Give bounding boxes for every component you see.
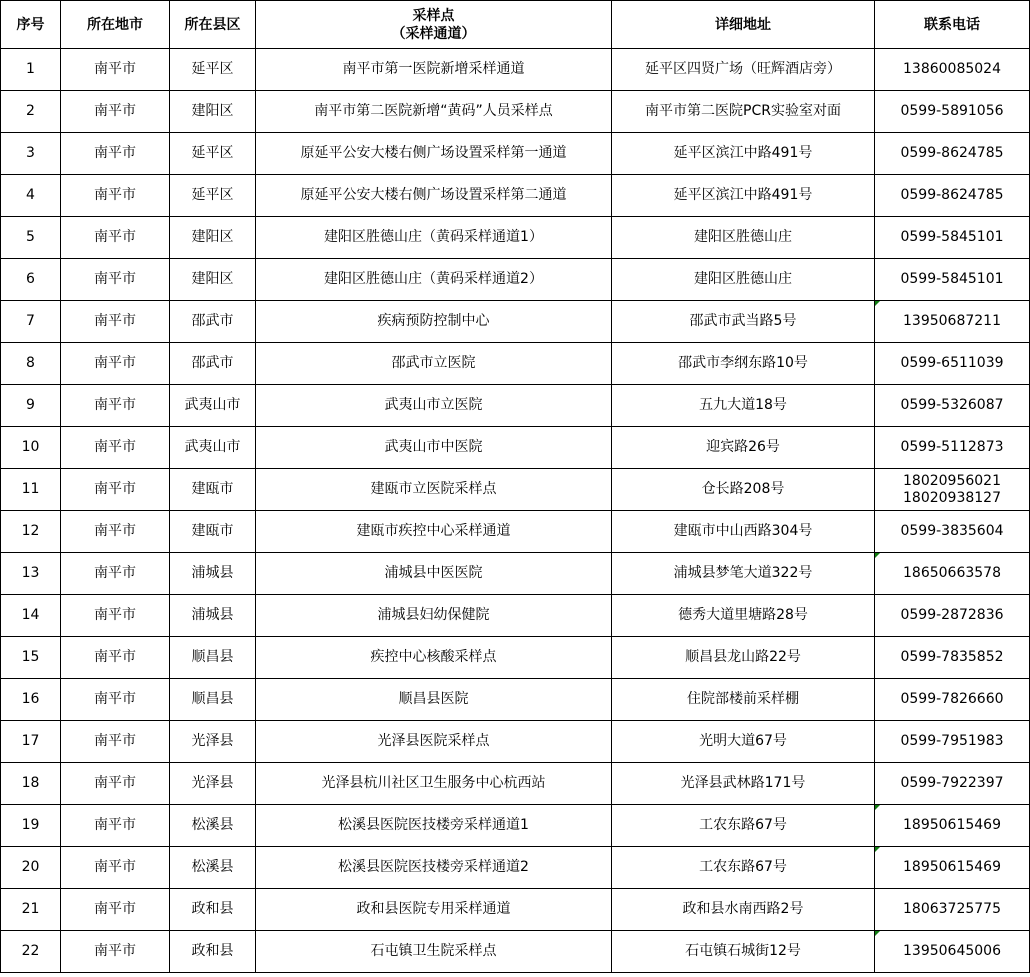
cell-county: 建瓯市 [170, 469, 256, 511]
cell-index: 9 [1, 385, 61, 427]
cell-site: 浦城县中医医院 [256, 553, 612, 595]
cell-city: 南平市 [61, 427, 170, 469]
cell-index: 21 [1, 889, 61, 931]
cell-county: 建瓯市 [170, 511, 256, 553]
table-body [1, 49, 1030, 973]
cell-address: 德秀大道里塘路28号 [612, 595, 875, 637]
cell-phone [875, 637, 1030, 679]
table-row [1, 847, 1030, 889]
cell-city: 南平市 [61, 469, 170, 511]
cell-phone [875, 931, 1030, 973]
cell-site: 建瓯市立医院采样点 [256, 469, 612, 511]
cell-site: 原延平公安大楼右侧广场设置采样第一通道 [256, 133, 612, 175]
cell-address: 政和县水南西路2号 [612, 889, 875, 931]
table-row [1, 679, 1030, 721]
cell-city: 南平市 [61, 805, 170, 847]
cell-address: 五九大道18号 [612, 385, 875, 427]
cell-phone [875, 721, 1030, 763]
cell-address: 建阳区胜德山庄 [612, 217, 875, 259]
cell-phone [875, 553, 1030, 595]
table-row [1, 427, 1030, 469]
cell-city: 南平市 [61, 301, 170, 343]
cell-county: 建阳区 [170, 91, 256, 133]
cell-site: 松溪县医院医技楼旁采样通道1 [256, 805, 612, 847]
cell-index: 14 [1, 595, 61, 637]
cell-site: 南平市第一医院新增采样通道 [256, 49, 612, 91]
table-row [1, 175, 1030, 217]
cell-site: 光泽县杭川社区卫生服务中心杭西站 [256, 763, 612, 805]
cell-index: 19 [1, 805, 61, 847]
cell-address: 延平区四贤广场（旺辉酒店旁） [612, 49, 875, 91]
phone-number: 18020956021 [903, 472, 1001, 489]
table-row [1, 805, 1030, 847]
cell-city: 南平市 [61, 511, 170, 553]
cell-address: 顺昌县龙山路22号 [612, 637, 875, 679]
cell-address: 南平市第二医院PCR实验室对面 [612, 91, 875, 133]
cell-site: 松溪县医院医技楼旁采样通道2 [256, 847, 612, 889]
cell-city: 南平市 [61, 763, 170, 805]
cell-address: 迎宾路26号 [612, 427, 875, 469]
header-county: 所在县区 [170, 1, 256, 49]
cell-site: 政和县医院专用采样通道 [256, 889, 612, 931]
table-row [1, 259, 1030, 301]
phone-number: 0599-6511039 [900, 355, 1004, 371]
cell-index: 15 [1, 637, 61, 679]
phone-number: 0599-2872836 [900, 607, 1004, 623]
cell-index: 2 [1, 91, 61, 133]
header-city: 所在地市 [61, 1, 170, 49]
cell-phone [875, 595, 1030, 637]
cell-phone [875, 679, 1030, 721]
cell-index: 8 [1, 343, 61, 385]
table-row [1, 301, 1030, 343]
header-phone: 联系电话 [875, 1, 1030, 49]
cell-index: 4 [1, 175, 61, 217]
cell-phone [875, 301, 1030, 343]
cell-county: 武夷山市 [170, 385, 256, 427]
cell-county: 光泽县 [170, 721, 256, 763]
phone-number: 18950615469 [903, 817, 1001, 833]
cell-county: 浦城县 [170, 595, 256, 637]
cell-address: 住院部楼前采样棚 [612, 679, 875, 721]
cell-index: 5 [1, 217, 61, 259]
table-row [1, 133, 1030, 175]
cell-county: 邵武市 [170, 343, 256, 385]
table-row [1, 343, 1030, 385]
cell-county: 顺昌县 [170, 679, 256, 721]
phone-number: 0599-5112873 [900, 439, 1004, 455]
cell-phone [875, 217, 1030, 259]
cell-address: 光明大道67号 [612, 721, 875, 763]
cell-county: 武夷山市 [170, 427, 256, 469]
cell-address: 邵武市武当路5号 [612, 301, 875, 343]
table-row [1, 469, 1030, 511]
cell-index: 16 [1, 679, 61, 721]
cell-address: 工农东路67号 [612, 805, 875, 847]
phone-number: 18063725775 [903, 901, 1001, 917]
cell-index: 12 [1, 511, 61, 553]
cell-site: 原延平公安大楼右侧广场设置采样第二通道 [256, 175, 612, 217]
cell-city: 南平市 [61, 553, 170, 595]
phone-number: 0599-8624785 [900, 145, 1004, 161]
cell-phone [875, 49, 1030, 91]
cell-address: 浦城县梦笔大道322号 [612, 553, 875, 595]
cell-county: 政和县 [170, 931, 256, 973]
phone-number: 18650663578 [903, 565, 1001, 581]
cell-site: 石屯镇卫生院采样点 [256, 931, 612, 973]
cell-city: 南平市 [61, 637, 170, 679]
cell-phone [875, 469, 1030, 511]
cell-address: 延平区滨江中路491号 [612, 175, 875, 217]
cell-index: 1 [1, 49, 61, 91]
table-row [1, 511, 1030, 553]
cell-index: 7 [1, 301, 61, 343]
table-row [1, 889, 1030, 931]
cell-city: 南平市 [61, 721, 170, 763]
cell-phone [875, 343, 1030, 385]
header-site-line2: （采样通道） [391, 25, 476, 42]
cell-index: 22 [1, 931, 61, 973]
cell-index: 18 [1, 763, 61, 805]
cell-county: 延平区 [170, 49, 256, 91]
cell-county: 邵武市 [170, 301, 256, 343]
cell-site: 建阳区胜德山庄（黄码采样通道1） [256, 217, 612, 259]
phone-number: 18020938127 [903, 489, 1001, 506]
cell-index: 11 [1, 469, 61, 511]
cell-phone [875, 805, 1030, 847]
phone-number: 13950645006 [903, 943, 1001, 959]
table-row [1, 931, 1030, 973]
phone-number: 0599-7951983 [900, 733, 1004, 749]
cell-address: 邵武市李纲东路10号 [612, 343, 875, 385]
cell-address: 建瓯市中山西路304号 [612, 511, 875, 553]
cell-address: 延平区滨江中路491号 [612, 133, 875, 175]
cell-site: 顺昌县医院 [256, 679, 612, 721]
cell-address: 建阳区胜德山庄 [612, 259, 875, 301]
table-row [1, 721, 1030, 763]
cell-phone [875, 259, 1030, 301]
table-row [1, 217, 1030, 259]
cell-phone [875, 385, 1030, 427]
cell-city: 南平市 [61, 931, 170, 973]
cell-county: 建阳区 [170, 217, 256, 259]
table-row [1, 763, 1030, 805]
phone-number: 18950615469 [903, 859, 1001, 875]
cell-city: 南平市 [61, 889, 170, 931]
phone-number: 0599-7835852 [900, 649, 1004, 665]
cell-city: 南平市 [61, 49, 170, 91]
cell-city: 南平市 [61, 343, 170, 385]
cell-site: 光泽县医院采样点 [256, 721, 612, 763]
cell-site: 邵武市立医院 [256, 343, 612, 385]
cell-city: 南平市 [61, 175, 170, 217]
cell-site: 武夷山市中医院 [256, 427, 612, 469]
cell-index: 6 [1, 259, 61, 301]
cell-index: 3 [1, 133, 61, 175]
cell-site: 建瓯市疾控中心采样通道 [256, 511, 612, 553]
table-row [1, 637, 1030, 679]
cell-phone [875, 511, 1030, 553]
cell-site: 疾病预防控制中心 [256, 301, 612, 343]
cell-city: 南平市 [61, 847, 170, 889]
cell-city: 南平市 [61, 595, 170, 637]
phone-number: 0599-5891056 [900, 103, 1004, 119]
cell-address: 工农东路67号 [612, 847, 875, 889]
cell-county: 松溪县 [170, 805, 256, 847]
cell-site: 武夷山市立医院 [256, 385, 612, 427]
cell-index: 20 [1, 847, 61, 889]
cell-county: 延平区 [170, 133, 256, 175]
phone-number: 0599-5326087 [900, 397, 1004, 413]
cell-city: 南平市 [61, 91, 170, 133]
cell-county: 顺昌县 [170, 637, 256, 679]
cell-site: 浦城县妇幼保健院 [256, 595, 612, 637]
cell-address: 仓长路208号 [612, 469, 875, 511]
cell-city: 南平市 [61, 679, 170, 721]
phone-number: 13860085024 [903, 61, 1001, 77]
cell-phone [875, 847, 1030, 889]
cell-index: 13 [1, 553, 61, 595]
cell-county: 浦城县 [170, 553, 256, 595]
cell-county: 建阳区 [170, 259, 256, 301]
cell-county: 松溪县 [170, 847, 256, 889]
table-row [1, 49, 1030, 91]
cell-county: 政和县 [170, 889, 256, 931]
phone-number: 0599-5845101 [900, 271, 1004, 287]
phone-number: 0599-7826660 [900, 691, 1004, 707]
cell-city: 南平市 [61, 133, 170, 175]
cell-phone [875, 763, 1030, 805]
table-row [1, 595, 1030, 637]
cell-city: 南平市 [61, 259, 170, 301]
cell-address: 石屯镇石城街12号 [612, 931, 875, 973]
cell-phone [875, 133, 1030, 175]
phone-number: 0599-3835604 [900, 523, 1004, 539]
cell-city: 南平市 [61, 385, 170, 427]
cell-county: 延平区 [170, 175, 256, 217]
header-site [256, 1, 612, 49]
cell-phone [875, 91, 1030, 133]
cell-phone [875, 427, 1030, 469]
cell-address: 光泽县武林路171号 [612, 763, 875, 805]
table-row [1, 553, 1030, 595]
cell-index: 10 [1, 427, 61, 469]
phone-number: 0599-8624785 [900, 187, 1004, 203]
cell-index: 17 [1, 721, 61, 763]
cell-phone [875, 889, 1030, 931]
cell-city: 南平市 [61, 217, 170, 259]
header-address: 详细地址 [612, 1, 875, 49]
table-row [1, 385, 1030, 427]
cell-phone [875, 175, 1030, 217]
table-row [1, 91, 1030, 133]
cell-county: 光泽县 [170, 763, 256, 805]
cell-site: 建阳区胜德山庄（黄码采样通道2） [256, 259, 612, 301]
header-index: 序号 [1, 1, 61, 49]
phone-number: 13950687211 [903, 313, 1001, 329]
phone-number: 0599-5845101 [900, 229, 1004, 245]
cell-site: 南平市第二医院新增“黄码”人员采样点 [256, 91, 612, 133]
phone-number: 0599-7922397 [900, 775, 1004, 791]
cell-site: 疾控中心核酸采样点 [256, 637, 612, 679]
header-row [1, 1, 1030, 49]
header-site-line1: 采样点 [412, 7, 455, 24]
